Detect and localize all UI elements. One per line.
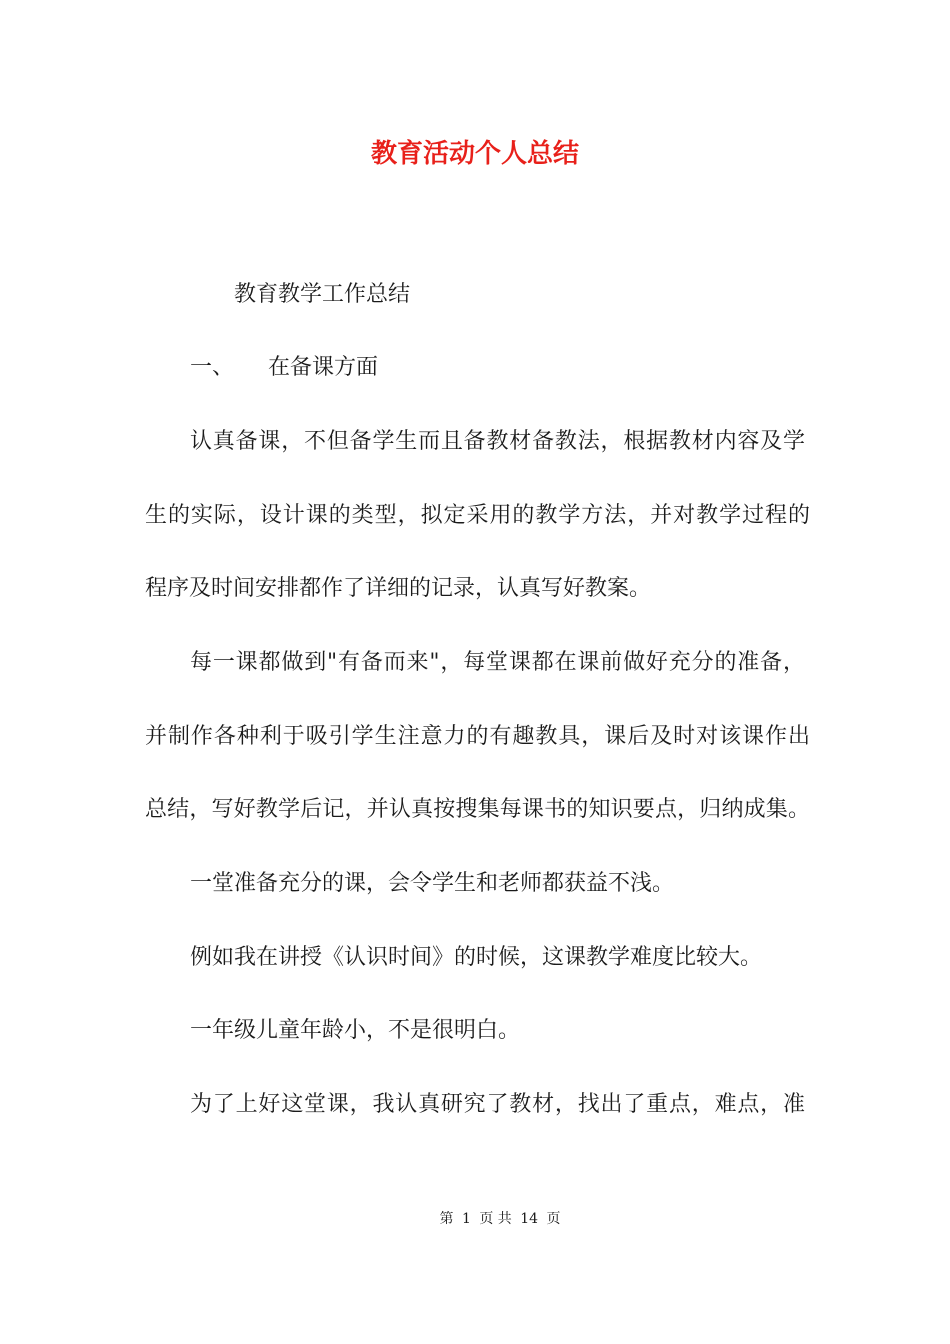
paragraph-line: 生的实际，设计课的类型，拟定采用的教学方法，并对教学过程的	[145, 503, 810, 528]
paragraph-line: 程序及时间安排都作了详细的记录，认真写好教案。	[145, 576, 652, 601]
paragraph-line: 一堂准备充分的课，会令学生和老师都获益不浅。	[190, 871, 675, 896]
footer-current-page: 1	[461, 1211, 471, 1227]
section-number: 一、	[190, 355, 235, 380]
document-subtitle: 教育教学工作总结	[234, 282, 411, 307]
section-heading	[190, 350, 855, 386]
page-footer	[0, 1209, 950, 1229]
paragraph-line: 例如我在讲授《认识时间》的时候，这课教学难度比较大。	[190, 945, 763, 970]
footer-suffix: 页	[546, 1211, 561, 1227]
paragraph-line: 并制作各种利于吸引学生注意力的有趣教具，课后及时对该课作出	[145, 724, 810, 749]
paragraph-line: 总结，写好教学后记，并认真按搜集每课书的知识要点，归纳成集。	[145, 797, 810, 822]
footer-prefix: 第	[439, 1211, 454, 1227]
paragraph-line: 为了上好这堂课，我认真研究了教材，找出了重点，难点，准	[190, 1092, 805, 1117]
paragraph-line: 认真备课，不但备学生而且备教材备教法，根据教材内容及学	[190, 429, 805, 454]
footer-total-pages: 14	[520, 1211, 539, 1227]
paragraph-line: 一年级儿童年龄小，不是很明白。	[190, 1018, 521, 1043]
section-title: 在备课方面	[268, 355, 379, 380]
footer-mid: 页 共	[479, 1211, 512, 1227]
paragraph-line: 每一课都做到"有备而来"，每堂课都在课前做好充分的准备，	[190, 650, 805, 675]
document-title: 教育活动个人总结	[370, 139, 579, 169]
